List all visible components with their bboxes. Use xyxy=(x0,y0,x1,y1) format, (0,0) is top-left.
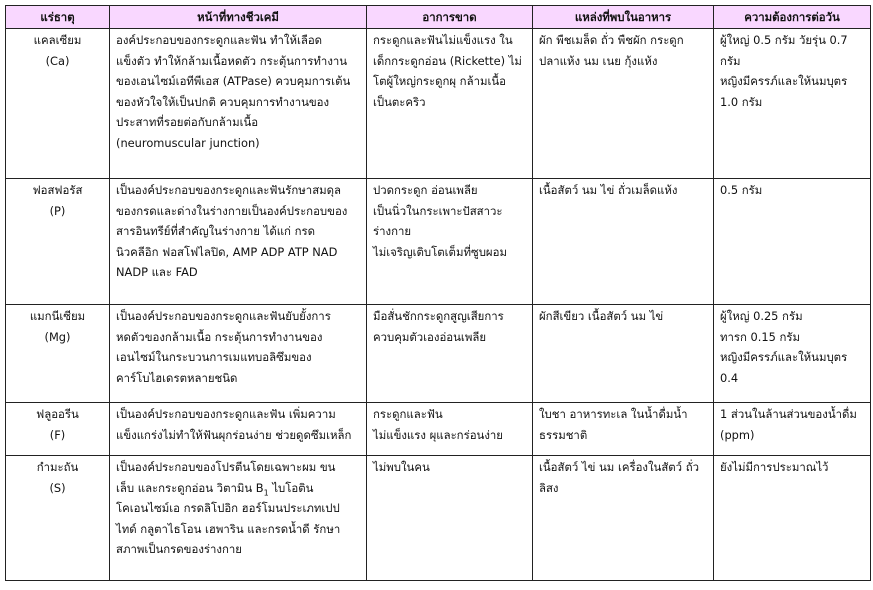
mineral-cell xyxy=(6,305,110,403)
daily-cell xyxy=(714,456,871,581)
text-line: ประสาทที่รอยต่อกับกล้ามเนื้อ xyxy=(116,115,259,129)
daily-cell xyxy=(714,305,871,403)
table-row xyxy=(6,179,871,305)
header-mineral: แร่ธาตุ xyxy=(6,6,110,29)
text-line: องค์ประกอบของกระดูกและฟัน ทำให้เลือด xyxy=(116,33,323,47)
text-line: หดตัวของกล้ามเนื้อ กระตุ้นการทำงานของ xyxy=(116,329,323,344)
text-line: ผัก พืชเมล็ด ถั่ว พืชผัก กระดูก xyxy=(539,33,684,47)
text-line: ไม่พบในคน xyxy=(373,460,430,474)
table-row xyxy=(6,29,871,179)
deficiency-cell xyxy=(367,456,533,581)
mineral-cell xyxy=(6,456,110,581)
header-row xyxy=(6,6,871,29)
mineral-cell xyxy=(6,29,110,179)
text-line: ใบชา อาหารทะเล ในน้ำดื่มน้ำ xyxy=(539,407,688,421)
table-row xyxy=(6,456,871,581)
mineral-symbol: (P) xyxy=(49,203,66,218)
text-line: ของเอนไซม์เอทีพีเอส (ATPase) ควบคุมการเต้น xyxy=(116,74,351,88)
text-line: ผู้ใหญ่ 0.25 กรัม xyxy=(720,309,803,323)
mineral-table-container xyxy=(5,5,871,581)
mineral-symbol: (S) xyxy=(49,480,66,495)
text-line: แข็งตัว ทำให้กล้ามเนื้อหดตัว กระตุ้นการทำงาน xyxy=(116,53,348,68)
vitamin-subscript: 1 xyxy=(263,487,269,497)
text-line: เป็นองค์ประกอบของกระดูกและฟัน เพิ่มความ xyxy=(116,407,336,421)
text-line: ปลาแห้ง นม เนย กุ้งแห้ง xyxy=(539,53,658,68)
text-line: สารอินทรีย์ที่สำคัญในร่างกาย ได้แก่ กรด xyxy=(116,224,315,238)
deficiency-cell xyxy=(367,179,533,305)
text-line: เป็นองค์ประกอบของโปรตีนโดยเฉพาะผม ขน xyxy=(116,460,336,474)
text-line: ปวดกระดูก อ่อนเพลีย xyxy=(373,183,478,197)
text-line: เป็นนิ่วในกระเพาะปัสสาวะ xyxy=(373,203,503,218)
text-line: นิวคลีอิก ฟอสโฟไลปิด, AMP ADP ATP NAD xyxy=(116,244,338,259)
mineral-symbol: (Ca) xyxy=(45,53,70,68)
text-line: ไม่แข็งแรง ผุและกร่อนง่าย xyxy=(373,427,503,442)
deficiency-cell xyxy=(367,29,533,179)
text-fragment: ไบโอติน xyxy=(268,480,314,495)
text-line: คาร์โบไฮเดรตหลายชนิด xyxy=(116,370,238,385)
mineral-cell xyxy=(6,179,110,305)
text-line: ยังไม่มีการประมาณไว้ xyxy=(720,460,829,474)
mineral-name: แคลเซียม xyxy=(33,33,82,47)
sources-cell xyxy=(533,403,714,456)
sources-cell xyxy=(533,179,714,305)
text-line: ผักสีเขียว เนื้อสัตว์ นม ไข่ xyxy=(539,309,664,323)
text-line: 1 ส่วนในล้านส่วนของน้ำดื่ม xyxy=(720,407,857,421)
text-line: ทารก 0.15 กรัม xyxy=(720,329,801,344)
text-line: (ppm) xyxy=(720,427,755,442)
sources-cell xyxy=(533,456,714,581)
text-line: เป็นองค์ประกอบของกระดูกและฟันรักษาสมดุล xyxy=(116,183,342,197)
text-line: ลิสง xyxy=(539,480,559,495)
mineral-cell xyxy=(6,403,110,456)
mineral-table xyxy=(5,5,871,581)
text-line: กระดูกและฟัน xyxy=(373,407,443,421)
text-line: ผู้ใหญ่ 0.5 กรัม วัยรุ่น 0.7 xyxy=(720,33,848,47)
text-fragment: เล็บ และกระดูกอ่อน วิตามิน B xyxy=(116,480,264,495)
text-line: เป็นองค์ประกอบของกระดูกและฟันยับยั้งการ xyxy=(116,309,331,323)
text-line: ไม่เจริญเติบโตเต็มที่ซูบผอม xyxy=(373,244,507,259)
text-line: มือสั่นชักกระดูกสูญเสียการ xyxy=(373,309,504,323)
header-function: หน้าที่ทางชีวเคมี xyxy=(110,6,367,29)
mineral-name: แมกนีเซียม xyxy=(29,309,86,323)
text-line: ของกรดและด่างในร่างกายเป็นองค์ประกอบของ xyxy=(116,203,348,218)
mineral-name: ฟอสฟอรัส xyxy=(32,183,83,197)
text-line: 0.4 xyxy=(720,370,739,385)
text-line: (neuromuscular junction) xyxy=(116,135,260,150)
deficiency-cell xyxy=(367,305,533,403)
deficiency-cell xyxy=(367,403,533,456)
text-line: 1.0 กรัม xyxy=(720,94,763,109)
header-deficiency: อาการขาด xyxy=(367,6,533,29)
text-line: โคเอนไซม์เอ กรดลิโปอิก ฮอร์โมนประเภทเปป xyxy=(116,501,340,515)
mineral-name: กำมะถัน xyxy=(36,460,79,474)
function-cell xyxy=(110,456,367,581)
sources-cell xyxy=(533,29,714,179)
text-line: เนื้อสัตว์ ไข่ นม เครื่องในสัตว์ ถั่ว xyxy=(539,460,699,474)
text-line: ของหัวใจให้เป็นปกติ ควบคุมการทำงานของ xyxy=(116,94,330,109)
mineral-symbol: (F) xyxy=(49,427,66,442)
text-line: เป็นตะคริว xyxy=(373,94,426,109)
function-cell xyxy=(110,403,367,456)
daily-cell xyxy=(714,29,871,179)
text-line: หญิงมีครรภ์และให้นมบุตร xyxy=(720,350,848,364)
text-line: กระดูกและฟันไม่แข็งแรง ใน xyxy=(373,33,513,47)
text-line: เอนไซม์ในกระบวนการเมแทบอลิซึมของ xyxy=(116,350,312,364)
text-line: เนื้อสัตว์ นม ไข่ ถั่วเมล็ดแห้ง xyxy=(539,183,678,197)
text-line: กรัม xyxy=(720,53,741,68)
text-line xyxy=(116,478,360,499)
text-line: ธรรมชาติ xyxy=(539,427,588,442)
header-sources: แหล่งที่พบในอาหาร xyxy=(533,6,714,29)
mineral-name: ฟลูออรีน xyxy=(36,407,79,421)
text-line: ไทด์ กลูตาไธโอน เฮพาริน และกรดน้ำดี รักษา xyxy=(116,521,341,536)
text-line: เด็กกระดูกอ่อน (Rickette) ไม่ xyxy=(373,53,522,68)
text-line: ร่างกาย xyxy=(373,224,412,238)
text-line: แข็งแกร่งไม่ทำให้ฟันผุกร่อนง่าย ช่วยดูดซึมเหล็ก xyxy=(116,427,352,442)
function-cell xyxy=(110,179,367,305)
function-cell xyxy=(110,305,367,403)
header-daily-requirement: ความต้องการต่อวัน xyxy=(714,6,871,29)
text-line: โตผู้ใหญ่กระดูกผุ กล้ามเนื้อ xyxy=(373,74,506,88)
function-cell xyxy=(110,29,367,179)
sources-cell xyxy=(533,305,714,403)
text-line: 0.5 กรัม xyxy=(720,183,763,197)
text-line: NADP และ FAD xyxy=(116,265,198,279)
text-line: ควบคุมตัวเองอ่อนเพลีย xyxy=(373,329,486,344)
text-line: สภาพเป็นกรดของร่างกาย xyxy=(116,542,242,556)
text-line: หญิงมีครรภ์และให้นมบุตร xyxy=(720,74,848,88)
table-row xyxy=(6,305,871,403)
table-row xyxy=(6,403,871,456)
daily-cell xyxy=(714,403,871,456)
mineral-symbol: (Mg) xyxy=(44,329,71,344)
daily-cell xyxy=(714,179,871,305)
